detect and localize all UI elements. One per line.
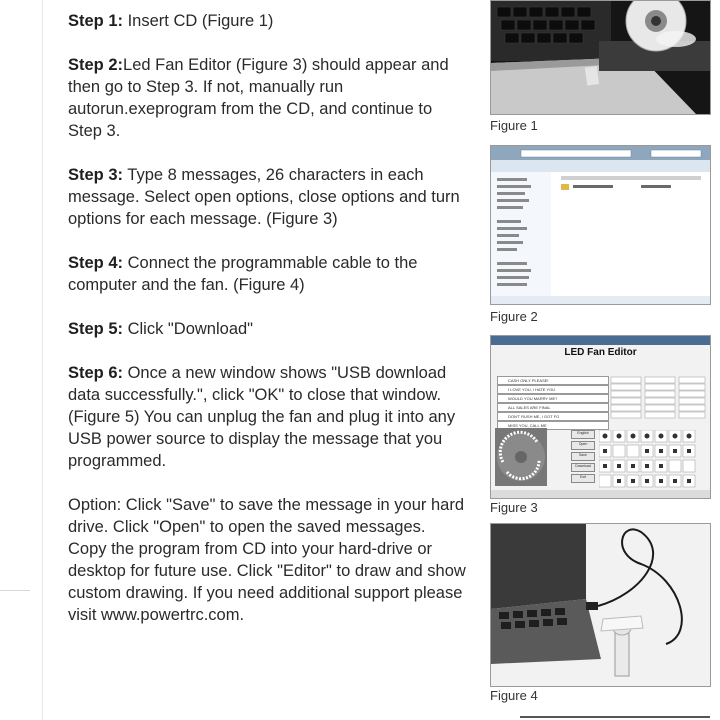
figure-4-photo: [490, 523, 711, 687]
editor-button-stack: [571, 430, 595, 485]
step-6-text: Once a new window shows "USB download data successfully.", click "OK" to close that window. (Figure 5) You can unplug the fan and plug it into any USB power source to display the message that you programmed.: [68, 364, 456, 470]
open-button[interactable]: Open: [571, 441, 595, 450]
editor-symbol-grid: [599, 430, 707, 490]
step-6-label: Step 6:: [68, 364, 124, 382]
download-button[interactable]: Download: [571, 463, 595, 472]
editor-statusbar: [491, 490, 710, 498]
figure-2-caption: Figure 2: [490, 309, 538, 324]
laptop-fan-illustration: [491, 524, 710, 686]
step-5: [68, 318, 468, 340]
step-5-text: Click "Download": [123, 320, 254, 338]
step-5-label: Step 5:: [68, 320, 124, 338]
step-3-label: Step 3:: [68, 166, 124, 184]
step-2-label: Step 2:: [68, 56, 124, 74]
editor-options-grid: [609, 376, 707, 420]
figure-4-caption: Figure 4: [490, 688, 538, 703]
message-row-5: DON'T RUSH ME, I GOT FO: [497, 412, 609, 421]
step-1-text: Insert CD (Figure 1): [123, 12, 274, 30]
figure-2-screenshot: [490, 145, 711, 305]
editor-message-list: [497, 376, 609, 430]
step-3-text: Type 8 messages, 26 characters in each message. Select open options, close options and turn options for each message. (Figure 3): [68, 166, 460, 228]
editor-preview-wheel: [495, 428, 547, 486]
step-6: [68, 362, 468, 472]
figure-1-photo: [490, 0, 711, 115]
step-4-text: Connect the programmable cable to the computer and the fan. (Figure 4): [68, 254, 418, 294]
figure-3-screenshot: [490, 335, 711, 499]
step-4: [68, 252, 468, 296]
step-1-label: Step 1:: [68, 12, 124, 30]
message-row-2: I LOVE YOU, I HATE YOU: [497, 385, 609, 394]
step-2: [68, 54, 468, 142]
step-3: [68, 164, 468, 230]
figure-3-caption: Figure 3: [490, 500, 538, 515]
english-button[interactable]: English: [571, 430, 595, 439]
figure-1-caption: Figure 1: [490, 118, 538, 133]
option-paragraph: Option: Click "Save" to save the message in your hard drive. Click "Open" to open the saved messages. Copy the program from CD into your hard-drive or desktop for future use. Click "Editor" to draw and show custom drawing. If you need additional support please visit www.powertrc.com.: [68, 496, 466, 624]
file-explorer-illustration: [491, 146, 710, 304]
message-row-3: WOULD YOU MARRY ME?: [497, 394, 609, 403]
message-row-4: ALL SALES ARE FINAL: [497, 403, 609, 412]
step-1: [68, 10, 468, 32]
save-button[interactable]: Save: [571, 452, 595, 461]
step-2-text: Led Fan Editor (Figure 3) should appear and then go to Step 3. If not, manually run autorun.exeprogram from the CD, and continue to Step 3.: [68, 56, 449, 140]
message-row-1: CASH ONLY PLEASE!: [497, 376, 609, 385]
message-row-6: MISS YOU, CALL ME: [497, 421, 609, 430]
editor-title: LED Fan Editor: [564, 347, 637, 358]
exit-button[interactable]: Exit: [571, 474, 595, 483]
page-fold-mark: [0, 590, 30, 591]
laptop-cd-illustration: [491, 1, 710, 114]
page-bottom-rule: [520, 716, 710, 718]
page-margin-line: [42, 0, 43, 720]
step-4-label: Step 4:: [68, 254, 124, 272]
instructions-column: [68, 10, 468, 626]
editor-titlebar: [491, 336, 710, 345]
